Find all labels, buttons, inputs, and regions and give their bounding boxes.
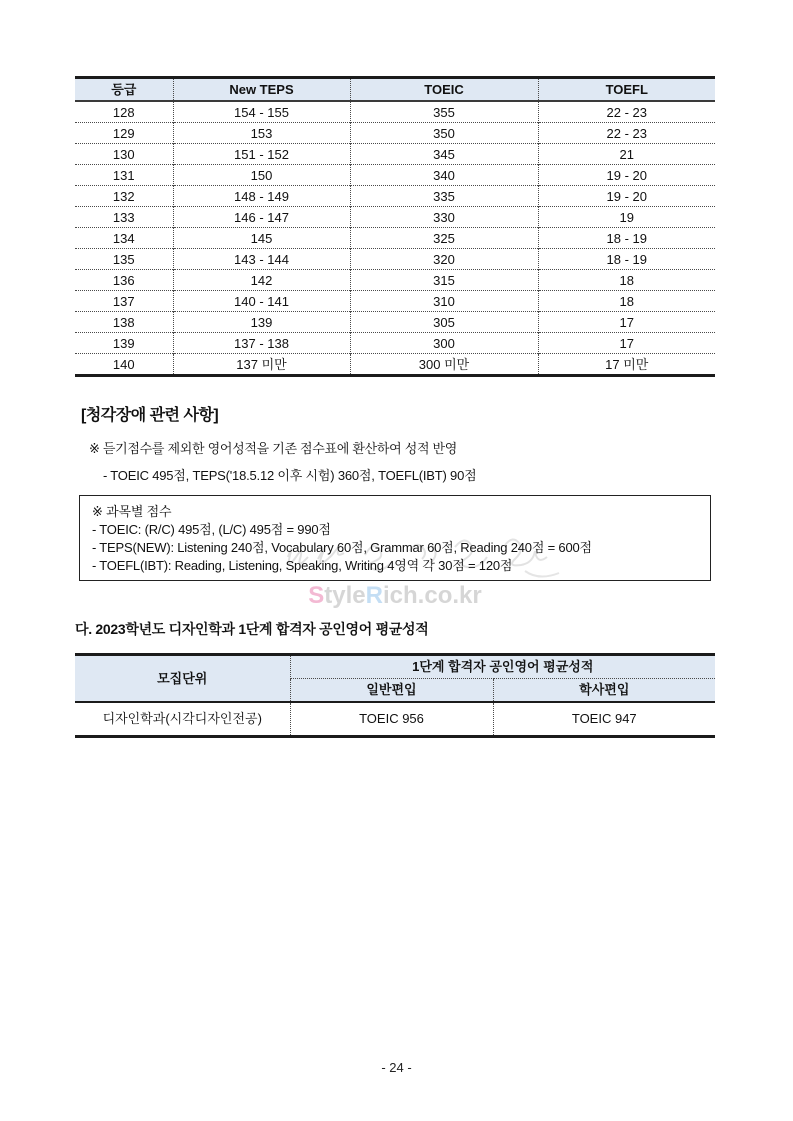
score-table-row [75, 333, 715, 354]
score-table-cell: 19 [538, 207, 715, 228]
score-table-cell: 135 [75, 249, 173, 270]
score-table-cell: 150 [173, 165, 350, 186]
score-table-cell: 345 [350, 144, 538, 165]
score-table-cell: 143 - 144 [173, 249, 350, 270]
score-table-row [75, 249, 715, 270]
score-table-cell: 134 [75, 228, 173, 249]
score-table-cell: 17 [538, 312, 715, 333]
score-table-cell: 18 - 19 [538, 249, 715, 270]
score-table-cell: 315 [350, 270, 538, 291]
avg-score-table [75, 653, 715, 738]
score-table-row [75, 186, 715, 207]
score-table-row [75, 207, 715, 228]
page-number: - 24 - [381, 1060, 412, 1075]
score-table-cell: 320 [350, 249, 538, 270]
score-table-row [75, 228, 715, 249]
score-table-cell: 153 [173, 123, 350, 144]
avg-table-group-row [75, 655, 715, 679]
score-table-cell: 137 [75, 291, 173, 312]
site-watermark-segment: tyle [324, 582, 366, 609]
score-table-cell: 131 [75, 165, 173, 186]
score-table-cell: 17 [538, 333, 715, 354]
score-table-cell: 300 [350, 333, 538, 354]
site-watermark-segment: S [308, 582, 325, 609]
cell-bachelor-score: TOEIC 947 [493, 702, 715, 737]
score-table-body [75, 101, 715, 376]
subject-score-line-teps: - TEPS(NEW): Listening 240점, Vocabulary 60점, Grammar 60점, Reading 240점 = 600점 [92, 540, 592, 555]
score-table-cell: 148 - 149 [173, 186, 350, 207]
score-table-row [75, 354, 715, 376]
score-table-row [75, 144, 715, 165]
score-table-row [75, 270, 715, 291]
hearing-note-1: ※ 듣기점수를 제외한 영어성적을 기존 점수표에 환산하여 성적 반영 [89, 441, 458, 456]
score-table-header-row [75, 78, 715, 102]
score-table-cell: 139 [75, 333, 173, 354]
score-table-cell: 310 [350, 291, 538, 312]
score-table-cell: 145 [173, 228, 350, 249]
score-table-cell: 130 [75, 144, 173, 165]
score-table-cell: 355 [350, 101, 538, 123]
score-table-cell: 137 미만 [173, 354, 350, 376]
score-table-cell: 21 [538, 144, 715, 165]
score-table-cell: 154 - 155 [173, 101, 350, 123]
score-table-cell: 17 미만 [538, 354, 715, 376]
score-table-cell: 350 [350, 123, 538, 144]
subject-score-line-toefl: - TOEFL(IBT): Reading, Listening, Speaking, Writing 4영역 각 30점 = 120점 [92, 558, 513, 573]
subject-score-box-title: ※ 과목별 점수 [92, 504, 172, 519]
score-table-row [75, 123, 715, 144]
score-table-header [75, 78, 715, 102]
score-table-cell: 19 - 20 [538, 186, 715, 207]
header-recruit-unit: 모집단위 [75, 655, 290, 703]
score-table-cell: 140 [75, 354, 173, 376]
score-table-cell: 300 미만 [350, 354, 538, 376]
score-table-row [75, 312, 715, 333]
subject-score-line-toeic: - TOEIC: (R/C) 495점, (L/C) 495점 = 990점 [92, 522, 331, 537]
score-table-cell: 133 [75, 207, 173, 228]
score-table-cell: 18 [538, 291, 715, 312]
score-table-cell: 22 - 23 [538, 123, 715, 144]
score-table-cell: 129 [75, 123, 173, 144]
score-table-cell: 137 - 138 [173, 333, 350, 354]
score-table-cell: 18 - 19 [538, 228, 715, 249]
header-avg-group: 1단계 합격자 공인영어 평균성적 [290, 655, 715, 679]
header-bachelor-transfer: 학사편입 [493, 679, 715, 703]
header-new-teps: New TEPS [173, 78, 350, 102]
score-table-cell: 146 - 147 [173, 207, 350, 228]
site-watermark-segment: ich.co.kr [383, 582, 482, 609]
score-table-cell: 18 [538, 270, 715, 291]
score-table-cell: 22 - 23 [538, 101, 715, 123]
cell-recruit-unit: 디자인학과(시각디자인전공) [75, 702, 290, 737]
score-table-cell: 142 [173, 270, 350, 291]
page-content [75, 76, 715, 738]
score-table-row [75, 291, 715, 312]
cell-general-score: TOEIC 956 [290, 702, 493, 737]
hearing-section-title: [청각장애 관련 사항] [81, 407, 219, 424]
header-toefl: TOEFL [538, 78, 715, 102]
score-table-cell: 132 [75, 186, 173, 207]
score-table-row [75, 165, 715, 186]
avg-section-title: 다. 2023학년도 디자인학과 1단계 합격자 공인영어 평균성적 [75, 621, 429, 637]
score-table-cell: 335 [350, 186, 538, 207]
score-table-cell: 305 [350, 312, 538, 333]
score-table-cell: 19 - 20 [538, 165, 715, 186]
subject-score-box [79, 495, 711, 581]
score-conversion-table [75, 76, 715, 377]
header-toeic: TOEIC [350, 78, 538, 102]
score-table-cell: 340 [350, 165, 538, 186]
header-grade: 등급 [75, 78, 173, 102]
site-watermark [75, 584, 715, 608]
score-table-cell: 138 [75, 312, 173, 333]
score-table-cell: 136 [75, 270, 173, 291]
avg-table-data-row [75, 702, 715, 737]
header-general-transfer: 일반편입 [290, 679, 493, 703]
site-watermark-segment: R [365, 582, 383, 609]
score-table-cell: 325 [350, 228, 538, 249]
hearing-note-2: - TOEIC 495점, TEPS('18.5.12 이후 시험) 360점, TOEFL(IBT) 90점 [103, 468, 477, 483]
score-table-cell: 128 [75, 101, 173, 123]
score-table-cell: 330 [350, 207, 538, 228]
score-table-row [75, 101, 715, 123]
score-table-cell: 139 [173, 312, 350, 333]
score-table-cell: 140 - 141 [173, 291, 350, 312]
score-table-cell: 151 - 152 [173, 144, 350, 165]
